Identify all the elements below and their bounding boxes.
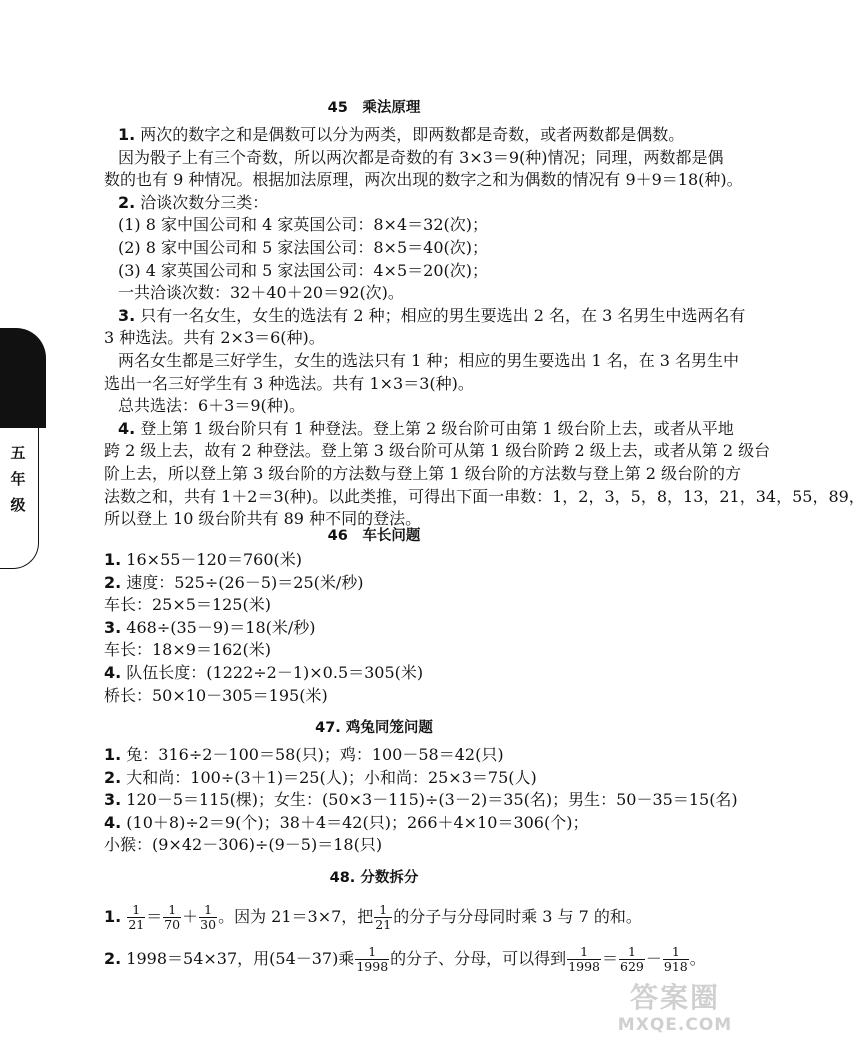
answer-line: 2. 1998＝54×37，用(54－37)乘 $\frac{1}{1998}$ 的分子、分母，可以得到 $\frac{1}{1998}$ ＝ $\frac{1}{629}$ － $\frac{1}{918}$ 。 bbox=[104, 944, 706, 974]
answer-line bbox=[104, 617, 316, 639]
answer-text: 小猴：(9×42－306)÷(9－5)＝18(只) bbox=[104, 835, 383, 855]
item-number: 4. bbox=[104, 812, 122, 832]
answer-text: 大和尚：100÷(3＋1)＝25(人)；小和尚：25×3＝75(人) bbox=[121, 767, 537, 787]
grade-char: 五 bbox=[10, 444, 26, 462]
answer-line bbox=[118, 350, 739, 372]
answer-line bbox=[104, 463, 741, 485]
answer-line bbox=[118, 214, 488, 236]
item-number: 4. bbox=[104, 663, 122, 682]
answer-line bbox=[118, 147, 724, 169]
item-number: 1. bbox=[118, 125, 136, 144]
fraction: $\frac{1}{30}$ bbox=[200, 902, 217, 932]
answer-line bbox=[104, 834, 382, 856]
item-number: 3. bbox=[104, 790, 122, 810]
answer-line bbox=[104, 572, 364, 594]
item-number: 4. bbox=[118, 418, 136, 438]
grade-tab-label bbox=[8, 440, 28, 518]
section-heading-48: 48. 分数拆分 bbox=[329, 870, 419, 886]
answer-line: 1. $\frac{1}{21}$ ＝ $\frac{1}{70}$ ＋ $\frac{1}{30}$ 。因为 21＝3×7，把 $\frac{1}{21}$ 的分子与分母同时乘 3 与 7 的和。 bbox=[104, 902, 642, 932]
item-number: 3. bbox=[118, 305, 136, 325]
answer-text: 兔：316÷2－100＝58(只)；鸡：100－58＝42(只) bbox=[121, 745, 504, 764]
fraction: $\frac{1}{1998}$ bbox=[356, 944, 389, 974]
fraction: $\frac{1}{629}$ bbox=[620, 944, 644, 974]
answer-text: 468÷(35－9)＝18(米/秒) bbox=[121, 617, 316, 637]
answer-text: 16×55－120＝760(米) bbox=[121, 550, 302, 569]
answer-text: (2) 8 家中国公司和 5 家法国公司：8×5＝40(次)； bbox=[118, 238, 488, 257]
grade-tab-marker bbox=[0, 328, 46, 428]
answer-text: 跨 2 级上去，故有 2 种登法。登上第 3 级台阶可从第 1 级台阶跨 2 级上去，或者从第 2 级台 bbox=[104, 441, 771, 461]
item-number: 2. bbox=[104, 572, 122, 592]
answer-line bbox=[104, 373, 474, 395]
answer-line bbox=[104, 685, 328, 707]
answer-line bbox=[104, 440, 770, 462]
answer-text: 车长：18×9＝162(米) bbox=[104, 640, 271, 660]
answer-text: (10＋8)÷2＝9(个)；38＋4＝42(只)；266＋4×10＝306(个)； bbox=[121, 812, 589, 832]
answer-text: 队伍长度：(1222÷2－1)×0.5＝305(米) bbox=[121, 663, 424, 682]
item-number: 1. bbox=[104, 907, 122, 926]
item-number: 1. bbox=[104, 745, 122, 764]
answer-line bbox=[104, 767, 537, 789]
answer-text: 选出一名三好学生有 3 种选法。共有 1×3＝3(种)。 bbox=[104, 373, 474, 393]
answer-text: 速度：525÷(26－5)＝25(米/秒) bbox=[121, 572, 364, 592]
item-number: 1. bbox=[104, 550, 122, 569]
answer-line bbox=[118, 305, 745, 327]
answer-line bbox=[104, 639, 271, 661]
watermark-logo: 答案圈 MXQE.COM bbox=[617, 981, 733, 1035]
answer-text: (3) 4 家英国公司和 5 家法国公司：4×5＝20(次)； bbox=[118, 260, 488, 280]
section-heading-46: 46 车长问题 bbox=[327, 528, 421, 544]
answer-text: 法数之和，共有 1＋2＝3(种)。以此类推，可得出下面一串数：1，2，3，5，8，13，21，34，55，89， bbox=[104, 486, 865, 506]
answer-text: 数的也有 9 种情况。根据加法原理，两次出现的数字之和为偶数的情况有 9＋9＝18(种)。 bbox=[104, 170, 743, 190]
item-number: 3. bbox=[104, 617, 122, 637]
answer-line bbox=[118, 124, 684, 146]
answer-line bbox=[104, 594, 271, 616]
answer-line bbox=[104, 812, 588, 834]
answer-text: 因为骰子上有三个奇数，所以两次都是奇数的有 3×3＝9(种)情况；同理，两数都是偶 bbox=[118, 147, 724, 167]
answer-line bbox=[104, 744, 504, 766]
answer-line bbox=[104, 327, 325, 349]
answer-line bbox=[118, 418, 734, 440]
item-number: 2. bbox=[104, 767, 122, 787]
grade-char: 年 bbox=[10, 470, 26, 488]
section-heading-45: 45 乘法原理 bbox=[327, 100, 421, 116]
answer-text: 登上第 1 级台阶只有 1 种登法。登上第 2 级台阶可由第 1 级台阶上去，或者从平地 bbox=[135, 418, 734, 438]
fraction: $\frac{1}{21}$ bbox=[375, 902, 392, 932]
section-heading-47: 47. 鸡兔同笼问题 bbox=[315, 720, 433, 736]
answer-text: 两次的数字之和是偶数可以分为两类，即两数都是奇数，或者两数都是偶数。 bbox=[135, 125, 685, 144]
answer-line bbox=[118, 237, 488, 259]
answer-text: 只有一名女生，女生的选法有 2 种；相应的男生要选出 2 名，在 3 名男生中选两名有 bbox=[135, 305, 746, 325]
answer-text: (1) 8 家中国公司和 4 家英国公司：8×4＝32(次)； bbox=[118, 215, 488, 235]
item-number: 2. bbox=[104, 949, 122, 968]
fraction: $\frac{1}{70}$ bbox=[164, 902, 181, 932]
answer-text: 两名女生都是三好学生，女生的选法只有 1 种；相应的男生要选出 1 名，在 3 名男生中 bbox=[118, 351, 740, 370]
answer-line bbox=[104, 549, 302, 571]
answer-line bbox=[118, 192, 268, 214]
answer-line bbox=[118, 282, 404, 304]
answer-line bbox=[104, 662, 423, 684]
fraction: $\frac{1}{918}$ bbox=[663, 944, 688, 974]
answer-text: 阶上去，所以登上第 3 级台阶的方法数与登上第 1 级台阶的方法数与登上第 2 级台阶的方 bbox=[104, 464, 742, 483]
answer-text: 所以登上 10 级台阶共有 89 种不同的登法。 bbox=[104, 509, 422, 529]
answer-text: 一共洽谈次数：32＋40＋20＝92(次)。 bbox=[118, 283, 404, 303]
item-number: 2. bbox=[118, 192, 136, 212]
answer-text: 3 种选法。共有 2×3＝6(种)。 bbox=[104, 328, 325, 348]
answer-text: 洽谈次数分三类： bbox=[135, 192, 269, 212]
fraction: $\frac{1}{1998}$ bbox=[568, 944, 600, 974]
answer-line bbox=[118, 395, 305, 417]
answer-text: 车长：25×5＝125(米) bbox=[104, 595, 271, 615]
answer-text: 总共选法：6＋3＝9(种)。 bbox=[118, 396, 306, 416]
answer-line bbox=[118, 260, 488, 282]
answer-line bbox=[104, 169, 743, 191]
answer-line bbox=[104, 789, 738, 811]
answer-text: 120－5＝115(棵)；女生：(50×3－115)÷(3－2)＝35(名)；男生：50－35＝15(名) bbox=[121, 790, 738, 810]
answer-text: 桥长：50×10－305＝195(米) bbox=[104, 685, 328, 705]
grade-char: 级 bbox=[10, 496, 26, 514]
fraction: $\frac{1}{21}$ bbox=[128, 902, 145, 932]
answer-line bbox=[104, 486, 865, 508]
